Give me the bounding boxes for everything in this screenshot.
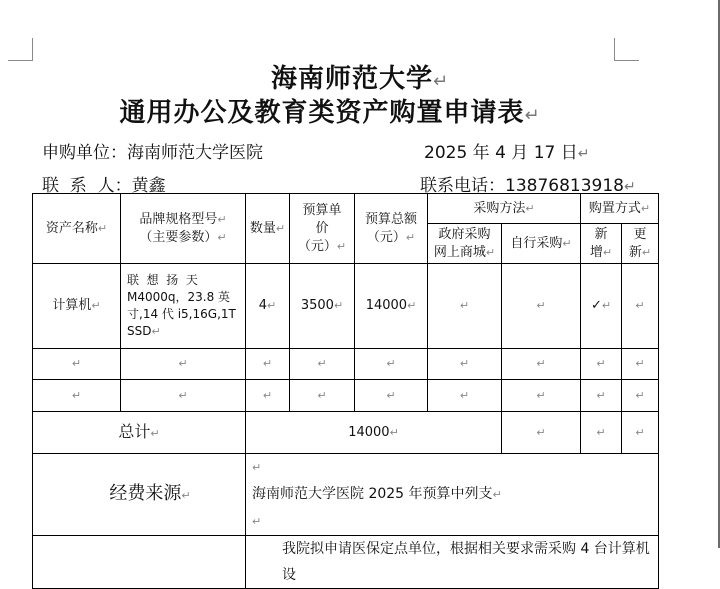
- header-spec: 品牌规格型号↵ （主要参数）↵: [121, 194, 246, 264]
- apply-date: 2025 年 4 月 17 日↵: [424, 143, 590, 163]
- cell-asset-name: 计算机↵: [33, 264, 121, 349]
- total-value: 14000↵: [246, 412, 502, 454]
- fund-source-row: [33, 454, 659, 536]
- empty-cell: ↵: [581, 349, 622, 380]
- cell-quantity: 4↵: [246, 264, 290, 349]
- table-row: [33, 264, 659, 349]
- empty-cell: ↵: [290, 380, 355, 412]
- fund-source-text: ↵ 海南师范大学医院 2025 年预算中列支↵ ↵: [246, 454, 659, 536]
- header-asset-name: 资产名称↵: [33, 194, 121, 264]
- table-row: [33, 349, 659, 380]
- empty-cell: ↵: [33, 380, 121, 412]
- cell-unit-price: 3500↵: [290, 264, 355, 349]
- contact-person: 联 系 人：黄鑫: [42, 176, 166, 196]
- empty-cell: ↵: [502, 380, 581, 412]
- empty-cell: ↵: [355, 349, 428, 380]
- empty-cell: ↵: [428, 349, 502, 380]
- empty-cell: ↵: [33, 349, 121, 380]
- empty-cell: ↵: [355, 380, 428, 412]
- reason-text: 我院拟申请医保定点单位，根据相关要求需采购 4 台计算机设: [246, 536, 659, 589]
- cell-spec: 联 想 扬 天 M4000q，23.8 英 寸,14 代 i5,16G,1T SSD↵: [121, 264, 246, 349]
- header-gov-procurement: 政府采购 网上商城↵: [428, 224, 502, 264]
- empty-cell: ↵: [121, 349, 246, 380]
- empty-cell: ↵: [622, 380, 659, 412]
- header-procurement-method: 采购方法↵: [428, 194, 581, 224]
- empty-cell: ↵: [428, 380, 502, 412]
- fund-source-label: 经费来源↵: [33, 454, 246, 536]
- cell-self-procurement: ↵: [502, 264, 581, 349]
- empty-cell: ↵: [622, 412, 659, 454]
- cell-update: ↵: [622, 264, 659, 349]
- header-update: 更 新↵: [622, 224, 659, 264]
- applicant-unit: 申购单位：海南师范大学医院: [42, 143, 263, 163]
- header-self-procurement: 自行采购↵: [502, 224, 581, 264]
- empty-cell: ↵: [246, 380, 290, 412]
- cell-gov-procurement: ↵: [428, 264, 502, 349]
- contact-phone: 联系电话：13876813918↵: [420, 176, 636, 196]
- reason-label: [33, 536, 246, 589]
- empty-cell: ↵: [502, 349, 581, 380]
- asset-request-table: [32, 193, 659, 589]
- header-total-budget: 预算总额 （元）↵: [355, 194, 428, 264]
- total-label: 总计↵: [33, 412, 246, 454]
- empty-cell: ↵: [290, 349, 355, 380]
- empty-cell: ↵: [246, 349, 290, 380]
- empty-cell: ↵: [581, 380, 622, 412]
- empty-cell: ↵: [502, 412, 581, 454]
- header-new: 新 增↵: [581, 224, 622, 264]
- header-quantity: 数量↵: [246, 194, 290, 264]
- title-university: 海南师范大学↵: [270, 64, 450, 94]
- cell-new-check: ✓↵: [581, 264, 622, 349]
- empty-cell: ↵: [581, 412, 622, 454]
- reason-row: [33, 536, 659, 589]
- cell-total-budget: 14000↵: [355, 264, 428, 349]
- table-row: [33, 380, 659, 412]
- empty-cell: ↵: [121, 380, 246, 412]
- title-form: 通用办公及教育类资产购置申请表↵: [119, 98, 541, 128]
- header-purchase-type: 购置方式↵: [581, 194, 659, 224]
- total-row: [33, 412, 659, 454]
- empty-cell: ↵: [622, 349, 659, 380]
- header-unit-price: 预算单 价 （元）↵: [290, 194, 355, 264]
